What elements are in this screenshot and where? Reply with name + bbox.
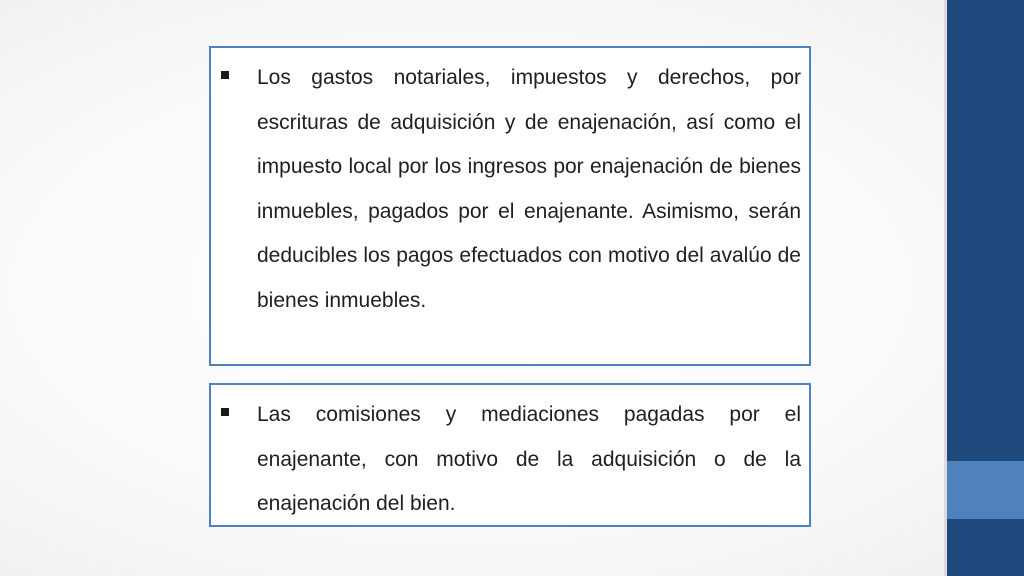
bullet-text: Las comisiones y mediaciones pagadas por el enajenante, con motivo de la adquisición o de la enajenación del bien. [257,403,801,515]
bullet-text: Los gastos notariales, impuestos y derechos, por escrituras de adquisición y de enajenación, así como el impuesto local por los ingresos por enajenación de bienes inmuebles, pagados por el enajenante. Asimismo, serán deducibles los pagos efectuados con motivo del avalúo de bienes inmuebles. [257,66,801,312]
text-box-commissions [209,383,811,527]
text-box-notarial-expenses [209,46,811,366]
square-bullet-icon [221,408,229,416]
square-bullet-icon [221,71,229,79]
sidebar-accent-block [947,461,1024,519]
